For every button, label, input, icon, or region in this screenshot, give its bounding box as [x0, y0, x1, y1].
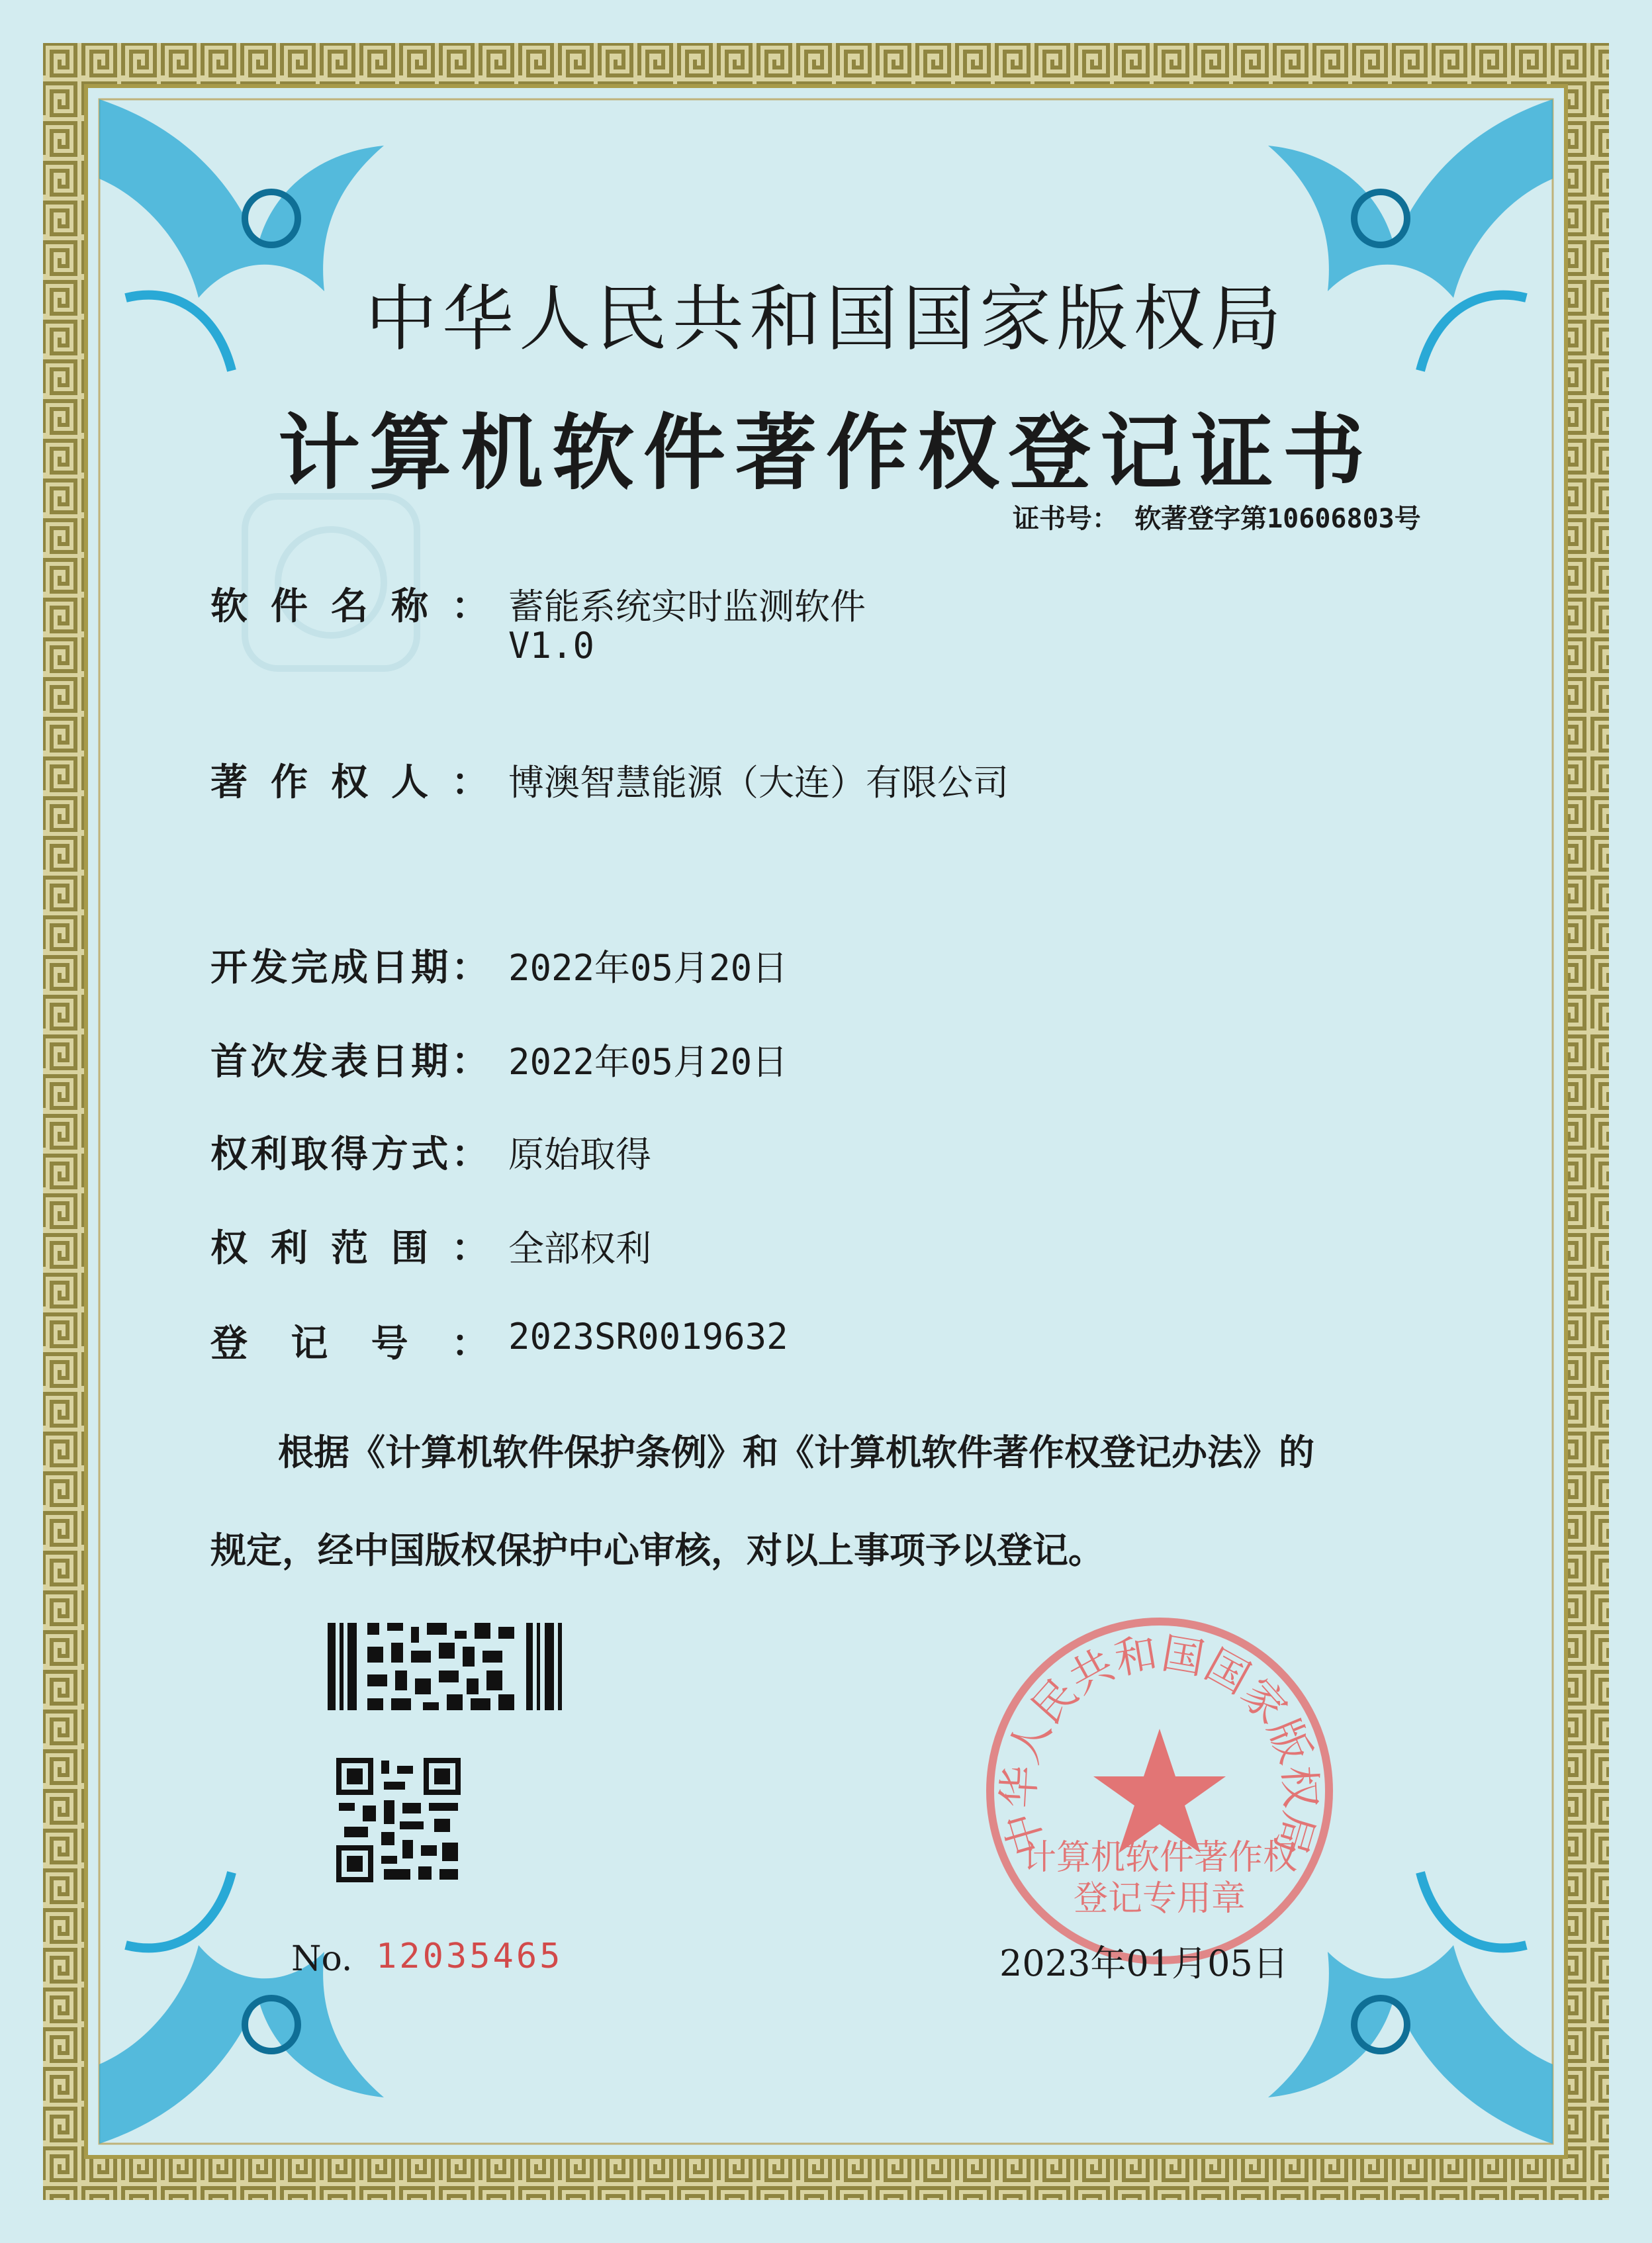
label-char: 取 — [291, 1133, 328, 1176]
copyright-owner-value: 博澳智慧能源（大连）有限公司 — [508, 762, 1009, 803]
software-version: V1.0 — [508, 625, 595, 666]
label-char: 日 — [371, 1040, 408, 1083]
label-char: 完 — [291, 946, 328, 989]
serial-no-label: No. — [291, 1939, 353, 1979]
certificate-title: 计算机软件著作权登记证书 — [277, 405, 1374, 501]
label-char: 表 — [330, 1040, 368, 1083]
label-char: 利 — [271, 1227, 308, 1270]
seal-outer-text: 中华人民共和国国家版权局 — [994, 1629, 1325, 1861]
first-publish-date-value: 2022年05月20日 — [508, 1041, 788, 1083]
dev-complete-date-label — [210, 938, 488, 991]
registration-no-value: 2023SR0019632 — [508, 1316, 788, 1357]
label-char: 首 — [210, 1040, 248, 1083]
label-char: 开 — [210, 946, 248, 989]
label-char: ： — [451, 1133, 488, 1176]
issue-date: 2023年01月05日 — [999, 1943, 1289, 1984]
label-char: 号 — [371, 1322, 408, 1365]
software-name-value: 蓄能系统实时监测软件 — [508, 586, 866, 627]
label-char: ： — [451, 946, 488, 989]
label-char: 利 — [250, 1133, 288, 1176]
label-char: 名 — [331, 585, 368, 628]
label-char: ： — [451, 1322, 488, 1365]
certificate-number — [1013, 498, 1421, 535]
statement-line-1: 根据《计算机软件保护条例》和《计算机软件著作权登记办法》的 — [278, 1432, 1314, 1473]
label-char: 登 — [210, 1322, 248, 1365]
rights-scope-label — [210, 1219, 488, 1272]
serial-no-value: 12035465 — [376, 1937, 563, 1976]
label-char: 软 — [210, 585, 248, 628]
label-char: 期 — [411, 946, 449, 989]
label-char: 成 — [330, 946, 368, 989]
label-char: 式 — [411, 1133, 449, 1176]
rights-scope-value: 全部权利 — [508, 1228, 651, 1269]
registration-no-label — [210, 1314, 488, 1367]
certificate-number-label: 证书号： — [1013, 504, 1119, 534]
label-char: 日 — [371, 946, 408, 989]
rights-acquisition-value: 原始取得 — [508, 1134, 651, 1175]
official-seal — [978, 1610, 1341, 1972]
label-char: ： — [451, 585, 488, 628]
label-char: 著 — [210, 761, 248, 804]
label-char: 期 — [411, 1040, 449, 1083]
corner-ornament-bottom-left — [99, 1866, 470, 2144]
dev-complete-date-value: 2022年05月20日 — [508, 947, 788, 989]
label-char: 称 — [391, 585, 428, 628]
label-char: 件 — [271, 585, 308, 628]
seal-star-icon — [1093, 1729, 1226, 1853]
statement-line-2: 规定，经中国版权保护中心审核，对以上事项予以登记。 — [210, 1530, 1104, 1571]
barcode — [328, 1623, 566, 1710]
label-char: 权 — [210, 1227, 248, 1270]
label-char: 发 — [291, 1040, 328, 1083]
label-char: ： — [451, 761, 488, 804]
certificate-number-value: 软著登字第10606803号 — [1134, 504, 1421, 534]
qr-code — [336, 1758, 461, 1882]
label-char: ： — [451, 1227, 488, 1270]
label-char: 方 — [371, 1133, 408, 1176]
label-char: 权 — [331, 761, 368, 804]
label-char: 作 — [271, 761, 308, 804]
label-char: 范 — [331, 1227, 368, 1270]
label-char: 次 — [250, 1040, 288, 1083]
label-char: 得 — [330, 1133, 368, 1176]
seal-inner-line-1: 计算机软件著作权 — [1021, 1838, 1298, 1878]
label-char: ： — [451, 1040, 488, 1083]
label-char: 人 — [391, 761, 428, 804]
seal-inner-line-2: 登记专用章 — [1073, 1879, 1246, 1919]
label-char: 发 — [250, 946, 288, 989]
label-char: 记 — [291, 1322, 328, 1365]
label-char: 权 — [210, 1133, 248, 1176]
software-name-label — [210, 577, 488, 630]
issuing-authority: 中华人民共和国国家版权局 — [365, 278, 1287, 361]
first-publish-date-label — [210, 1032, 488, 1085]
copyright-owner-label — [210, 753, 488, 806]
rights-acquisition-label — [210, 1125, 488, 1178]
label-char: 围 — [391, 1227, 428, 1270]
